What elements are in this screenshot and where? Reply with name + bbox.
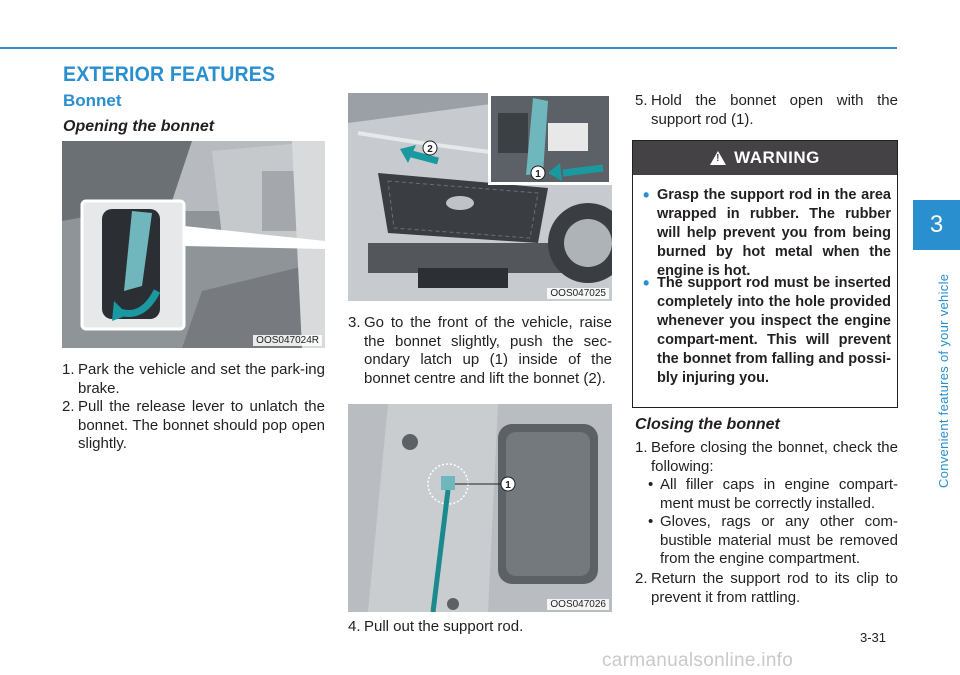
warning-box [632, 140, 898, 408]
step-number: 4. [348, 618, 361, 635]
bullet-icon: • [648, 513, 654, 530]
open-step-3 [348, 314, 612, 388]
close-check-2 [648, 513, 898, 569]
section-title: EXTERIOR FEATURES [63, 63, 276, 86]
figure-code: OOS047026 [547, 599, 609, 610]
bonnet-underside-illustration [348, 404, 612, 612]
warning-text: Grasp the support rod in the area wrapped in rubber. The rubber will help prevent you from being burned by hot metal when the engine is hot. [657, 187, 891, 279]
step-number: 5. [635, 92, 648, 109]
release-lever-illustration [62, 141, 325, 348]
bonnet-heading: Bonnet [63, 91, 122, 110]
check-text: Gloves, rags or any other com-bustible material must be removed from the engine compartment. [660, 513, 898, 567]
support-rod-figure [348, 404, 612, 612]
open-step-4 [348, 618, 612, 637]
warning-header [633, 141, 897, 175]
step-number: 1. [62, 361, 75, 378]
step-text: Return the support rod to its clip to prevent it from rattling. [651, 570, 898, 606]
warning-triangle-icon [710, 151, 726, 165]
secondary-latch-figure [348, 93, 612, 301]
callout-1: 1 [535, 169, 541, 180]
step-text: Park the vehicle and set the park-ing brake. [78, 361, 325, 397]
close-step-2 [635, 570, 898, 607]
bullet-icon: • [643, 273, 650, 293]
step-text: Pull the release lever to unlatch the bonnet. The bonnet should pop open slightly. [78, 398, 325, 452]
warning-label: WARNING [734, 148, 820, 167]
top-rule [0, 47, 897, 49]
step-number: 2. [62, 398, 75, 415]
step-text: Hold the bonnet open with the support rod (1). [651, 92, 898, 128]
open-step-2 [62, 398, 325, 454]
vehicle-front-illustration [348, 93, 612, 301]
step-number: 1. [635, 439, 648, 456]
bullet-icon: • [643, 185, 650, 205]
figure-code: OOS047025 [547, 288, 609, 299]
step-text: Pull out the support rod. [364, 618, 524, 635]
chapter-title: Convenient features of your vehicle [936, 273, 951, 488]
step-number: 2. [635, 570, 648, 587]
opening-bonnet-subheading: Opening the bonnet [63, 118, 215, 135]
page-number: 3-31 [860, 630, 887, 645]
chapter-tab: 3 [913, 200, 960, 250]
open-step-5 [635, 92, 898, 129]
release-lever-figure [62, 141, 325, 348]
callout-1: 1 [505, 480, 511, 491]
warning-item-1 [643, 186, 891, 281]
step-text: Go to the front of the vehicle, raise the bonnet slightly, push the sec-ondary latch up (1) inside of the bonnet centre and lift the bonnet (2). [364, 314, 612, 387]
step-number: 3. [348, 314, 361, 331]
closing-bonnet-subheading: Closing the bonnet [635, 416, 780, 433]
figure-code: OOS047024R [253, 335, 322, 346]
callout-2: 2 [427, 144, 433, 155]
bullet-icon: • [648, 476, 654, 493]
warning-text: The support rod must be inserted completely into the hole provided whenever you inspect the engine compart-ment. This will prevent the bonnet from falling and possi-bly injuring you. [657, 275, 891, 386]
close-check-1 [648, 476, 898, 513]
step-text: Before closing the bonnet, check the following: [651, 439, 898, 475]
close-step-1 [635, 439, 898, 476]
open-step-1 [62, 361, 325, 398]
check-text: All filler caps in engine compart-ment must be correctly installed. [660, 476, 898, 512]
warning-item-2 [643, 274, 891, 388]
watermark: carmanualsonline.info [602, 650, 794, 671]
